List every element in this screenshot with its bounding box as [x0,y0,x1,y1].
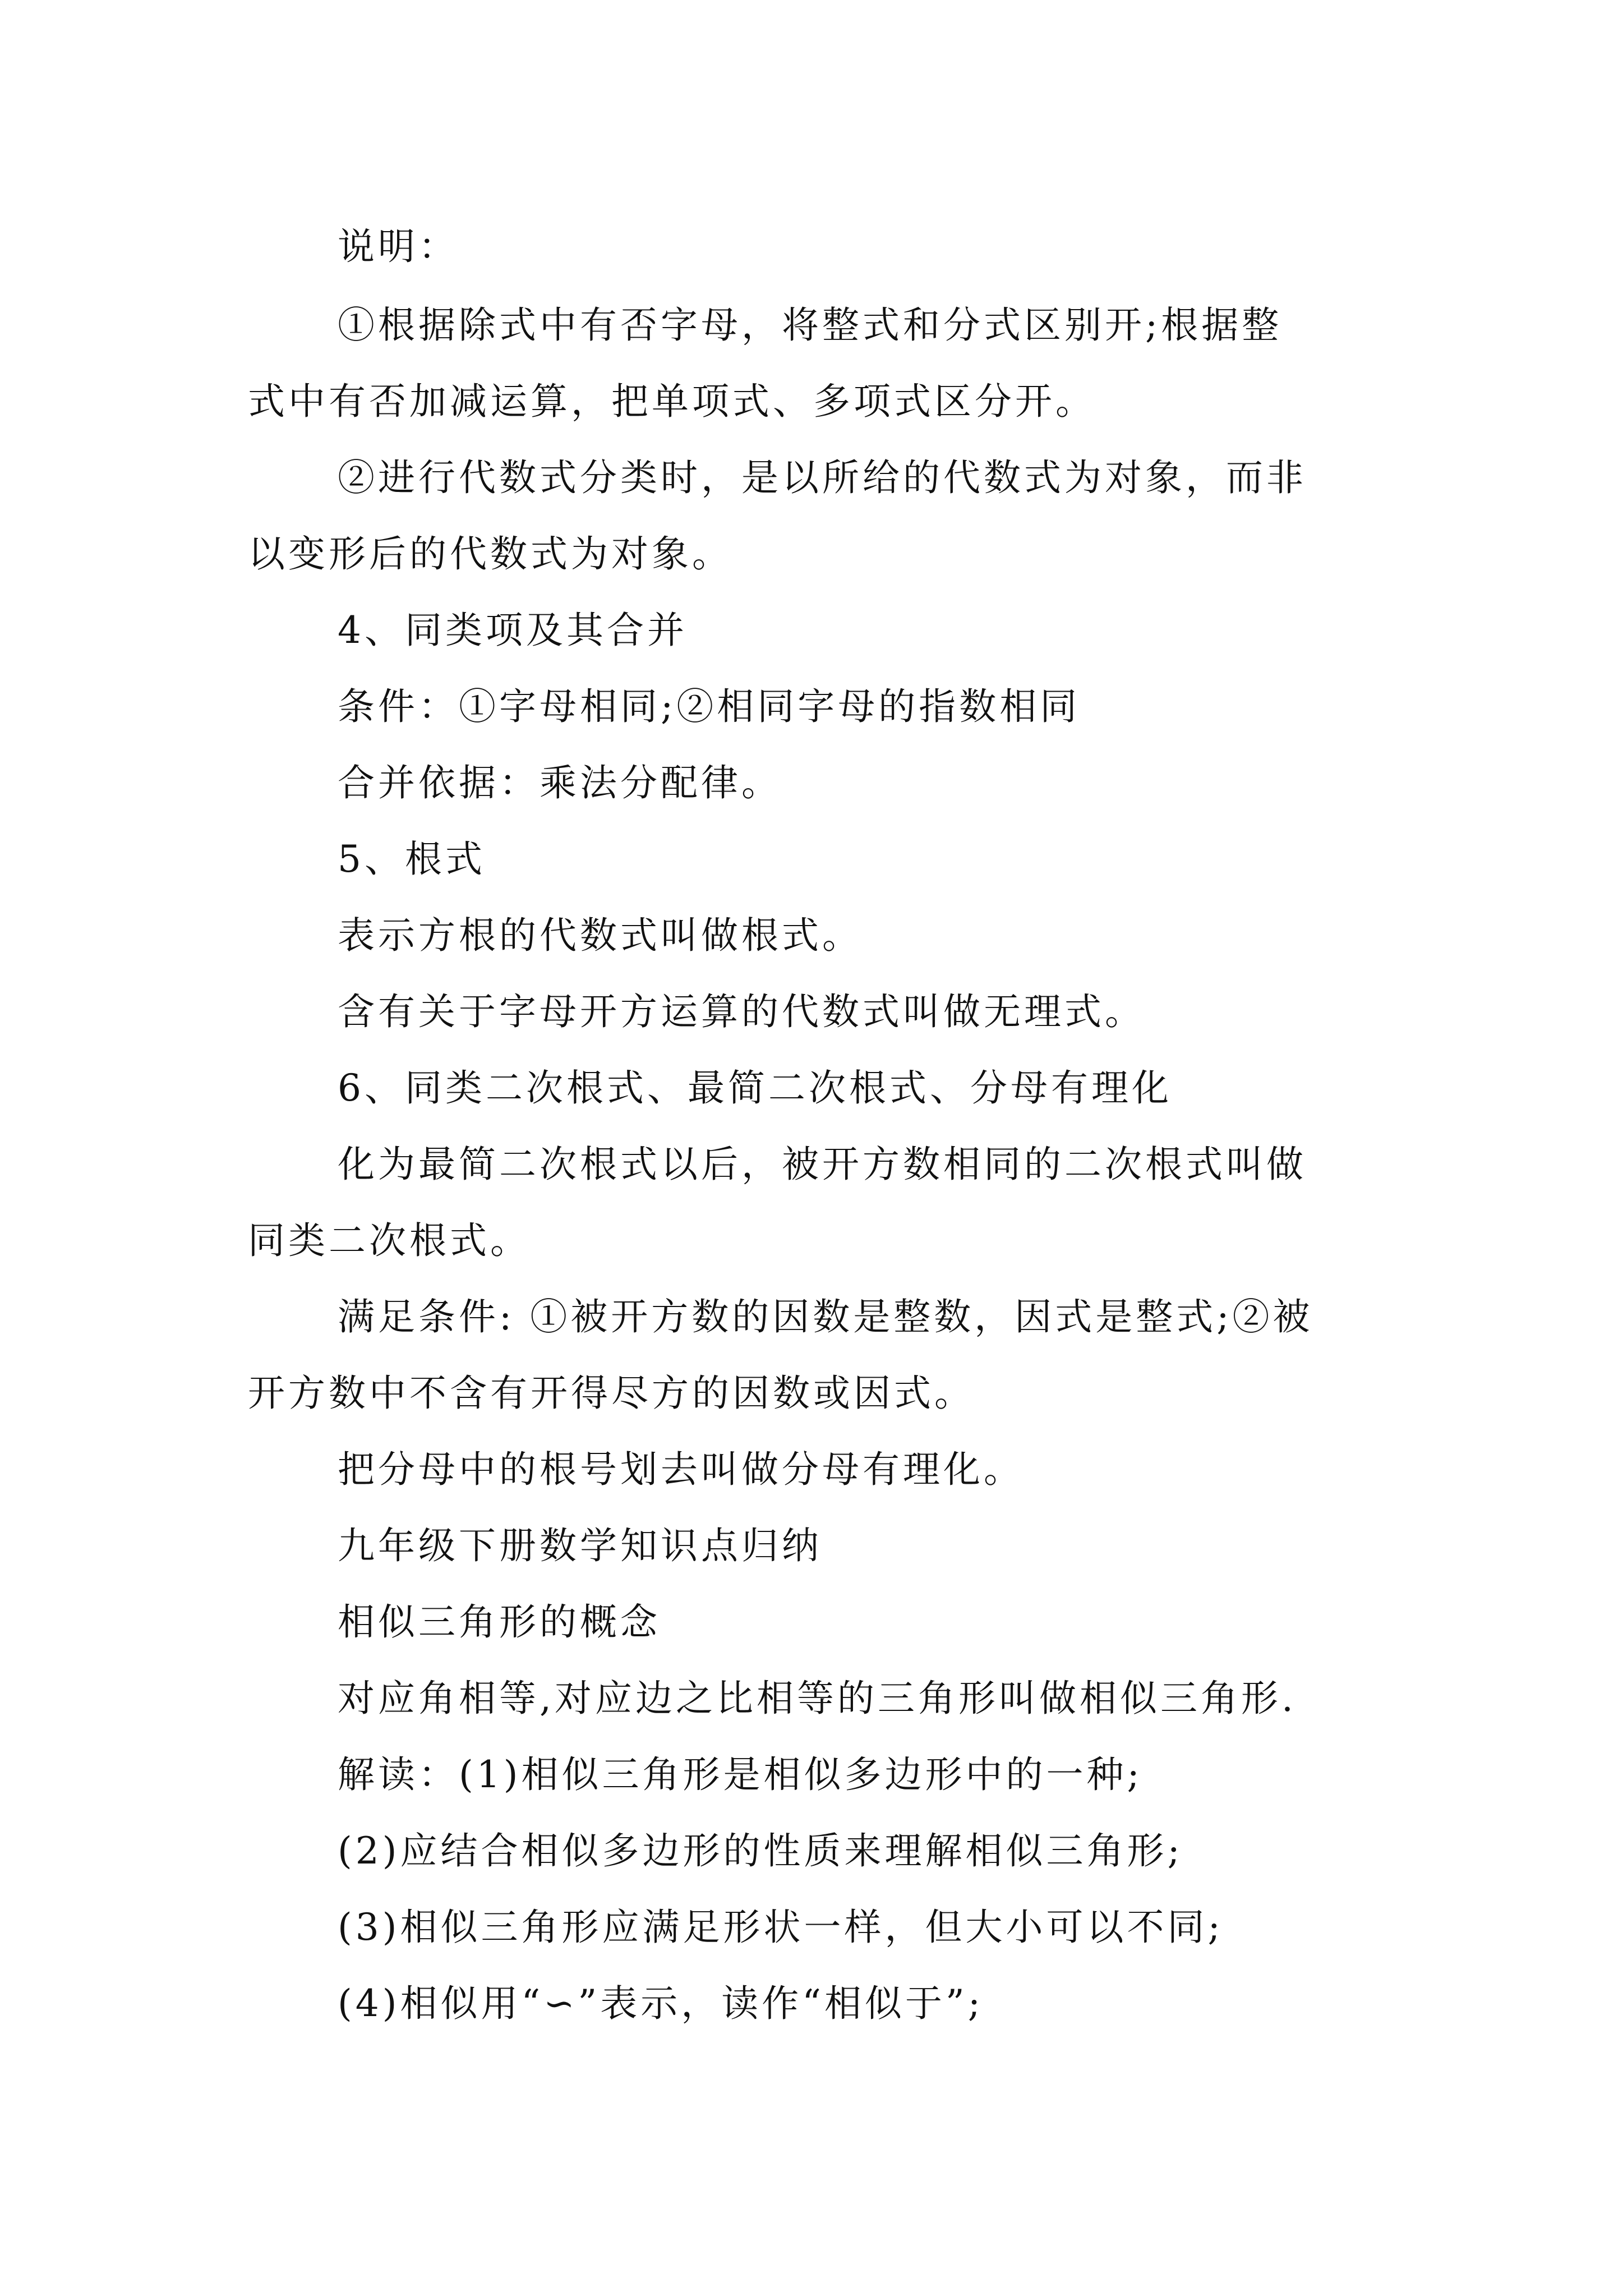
paragraph-line: 条件：①字母相同;②相同字母的指数相同 [338,685,1081,728]
section-heading: 九年级下册数学知识点归纳 [338,1524,822,1567]
section-heading: 相似三角形的概念 [338,1600,661,1644]
paragraph-line: 满足条件: ①被开方数的因数是整数，因式是整式;②被 [338,1295,1313,1338]
paragraph-line: ②进行代数式分类时，是以所给的代数式为对象，而非 [338,456,1307,499]
paragraph-line: 表示方根的代数式叫做根式。 [338,914,863,957]
paragraph-line: 含有关于字母开方运算的代数式叫做无理式。 [338,990,1145,1033]
paragraph-line: 合并依据：乘法分配律。 [338,761,782,804]
paragraph-line: 对应角相等,对应边之比相等的三角形叫做相似三角形. [338,1677,1297,1720]
section-heading: 6、同类二次根式、最简二次根式、分母有理化 [338,1066,1172,1110]
section-heading: 4、同类项及其合并 [338,609,688,652]
section-heading: 5、根式 [338,838,486,881]
paragraph-heading-explanation: 说明： [338,225,459,268]
paragraph-line: (3)相似三角形应满足形状一样，但大小可以不同; [338,1906,1224,1949]
paragraph-line: (2)应结合相似多边形的性质来理解相似三角形; [338,1829,1183,1872]
paragraph-line: 化为最简二次根式以后，被开方数相同的二次根式叫做 [338,1143,1307,1186]
paragraph-line: 同类二次根式。 [248,1219,531,1262]
paragraph-line: (4)相似用“∽”表示，读作“相似于”; [338,1982,984,2025]
paragraph-line: 以变形后的代数式为对象。 [248,532,732,576]
paragraph-line: 把分母中的根号划去叫做分母有理化。 [338,1448,1024,1491]
paragraph-line: 开方数中不含有开得尽方的因数或因式。 [248,1372,975,1415]
paragraph-line: 式中有否加减运算，把单项式、多项式区分开。 [248,380,1096,423]
paragraph-line: ①根据除式中有否字母，将整式和分式区别开;根据整 [338,303,1283,347]
paragraph-line: 解读：(1)相似三角形是相似多边形中的一种; [338,1753,1143,1796]
